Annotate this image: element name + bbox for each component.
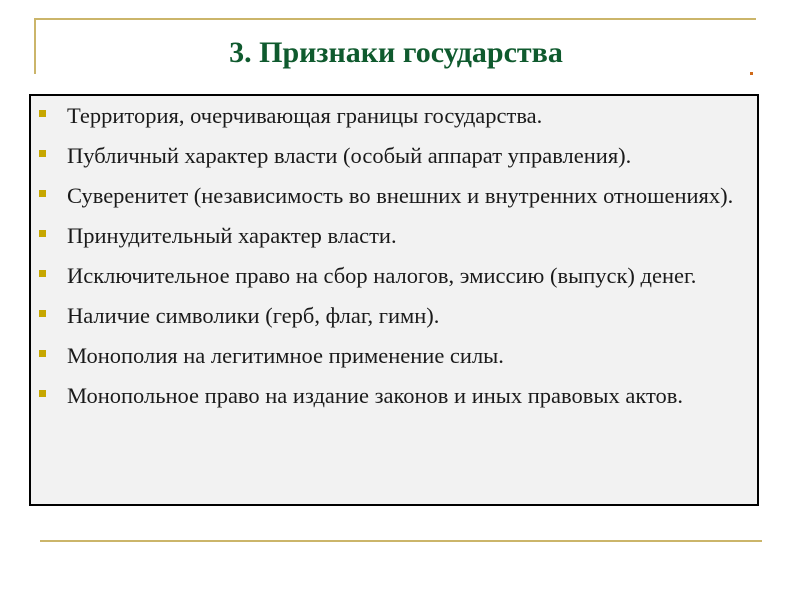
top-decor-line xyxy=(34,18,756,20)
square-bullet-icon xyxy=(39,230,46,237)
square-bullet-icon xyxy=(39,350,46,357)
list-item-text: Наличие символики (герб, флаг, гимн). xyxy=(67,303,440,328)
list-item-text: Принудительный характер власти. xyxy=(67,223,397,248)
list-item xyxy=(31,380,745,411)
list-item-text: Суверенитет (независимость во внешних и внутренних отношениях). xyxy=(67,183,734,208)
slide-title: 3. Признаки государства xyxy=(229,36,563,69)
list-item-text: Территория, очерчивающая границы государства. xyxy=(67,103,543,128)
bottom-decor-line xyxy=(40,540,762,542)
bullet-list xyxy=(31,96,757,411)
square-bullet-icon xyxy=(39,150,46,157)
list-item-text: Публичный характер власти (особый аппарат управления). xyxy=(67,143,632,168)
square-bullet-icon xyxy=(39,110,46,117)
list-item xyxy=(31,140,745,171)
square-bullet-icon xyxy=(39,390,46,397)
list-item xyxy=(31,260,745,291)
list-item xyxy=(31,300,745,331)
square-bullet-icon xyxy=(39,310,46,317)
content-box xyxy=(29,94,759,506)
list-item xyxy=(31,100,745,131)
list-item-text: Исключительное право на сбор налогов, эмиссию (выпуск) денег. xyxy=(67,263,697,288)
list-item xyxy=(31,220,745,251)
list-item-text: Монопольное право на издание законов и иных правовых актов. xyxy=(67,383,684,408)
square-bullet-icon xyxy=(39,190,46,197)
list-item-text: Монополия на легитимное применение силы. xyxy=(67,343,504,368)
list-item xyxy=(31,340,745,371)
list-item xyxy=(31,180,745,211)
square-bullet-icon xyxy=(39,270,46,277)
